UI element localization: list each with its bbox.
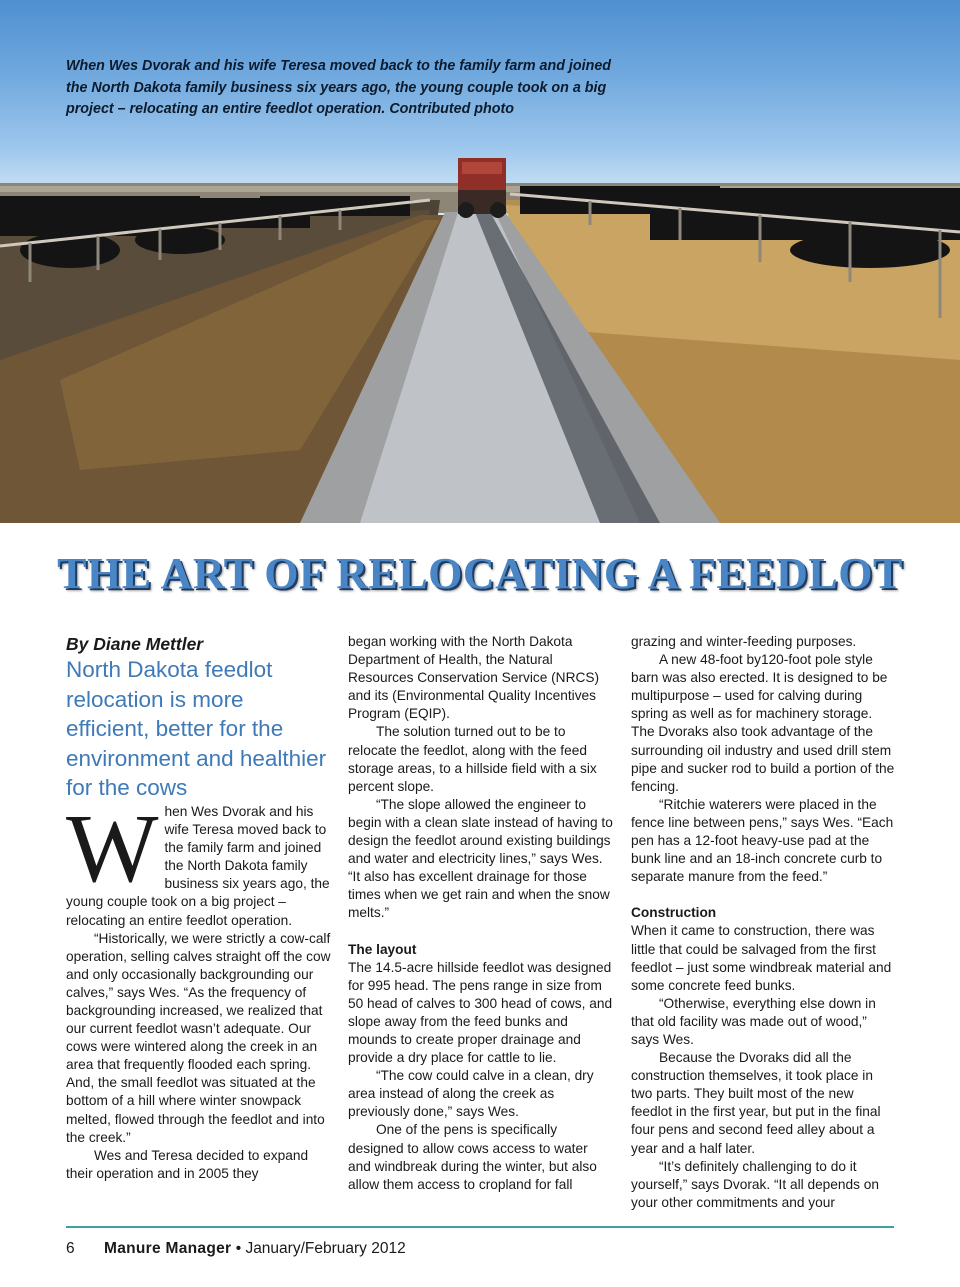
body-paragraph: hen Wes Dvorak and his wife Teresa moved back to the family farm and joined the North Dakota family business six years ago, the young couple took on a big project – relocating an entire feedlot operation. [66,803,330,928]
byline: By Diane Mettler [66,634,204,654]
body-paragraph: When it came to construction, there was little that could be salvaged from the first feedlot – just some windbreak material and some concrete feed bunks. [631,923,892,993]
body-paragraph: began working with the North Dakota Department of Health, the Natural Resources Conservation Service (NRCS) and its (Environmental Quality Incentives Program (EQIP). [348,634,600,722]
magazine-name: Manure Manager [104,1240,232,1257]
body-paragraph: One of the pens is specifically designed to allow cows access to water and windbreak during the winter, but also allow them access to cropland for fall [348,1122,597,1192]
drop-cap: W [66,794,159,903]
page-footer [66,1239,406,1259]
body-paragraph: Wes and Teresa decided to expand their operation and in 2005 they [66,1147,309,1181]
lead-paragraph-block [66,794,332,930]
body-paragraph: “It’s definitely challenging to do it yourself,” says Dvorak. “It all depends on your other commitments and your [631,1158,880,1210]
article-headline: THE ART OF RELOCATING A FEEDLOT [57,549,903,598]
body-paragraph: The 14.5-acre hillside feedlot was designed for 995 head. The pens range in size from 50 head of calves to 300 head of cows, and slope away from the feed bunks and mounds to create proper drainage and provide a dry place for cattle to lie. [348,959,613,1066]
body-paragraph: “Ritchie waterers were placed in the fence line between pens,” says Wes. “Each pen has a 12-foot heavy-use pad at the bunk line and an 18-inch concrete curb to separate manure from the feed.” [631,796,894,885]
footer-rule [66,1226,894,1228]
body-paragraph: grazing and winter-feeding purposes. [631,634,857,649]
footer-separator: • [235,1240,242,1257]
issue-date: January/February 2012 [245,1240,406,1257]
body-paragraph: Because the Dvoraks did all the construction themselves, it took place in two parts. They built most of the new feedlot in the first year, but put in the final four pens and second feed alley about a year and a half later. [631,1050,881,1156]
body-paragraph: A new 48-foot by120-foot pole style barn was also erected. It is designed to be multipurpose – used for calving during spring as well as for machinery storage. The Dvoraks also took advantage of the surrounding oil industry and used drill stem pipe and sucker rod to build a portion of the fencing. [631,652,895,794]
article-column-3 [631,633,897,1212]
article-column-1 [66,633,332,1183]
photo-caption: When Wes Dvorak and his wife Teresa moved back to the family farm and joined the North Dakota family business six years ago, the young couple took on a big project – relocating an entire feedlot operation. Contributed photo [66,58,612,117]
body-paragraph: “The slope allowed the engineer to begin with a clean slate instead of having to design the feedlot around existing buildings and water and electricity lines,” says Wes. “It also has excellent drainage for those times when we get rain and when the snow melts.” [348,796,613,921]
body-paragraph: The solution turned out to be to relocate the feedlot, along with the feed storage areas, to a hillside field with a six percent slope. [348,724,597,794]
feedlot-photo [0,0,960,523]
body-paragraph: “Historically, we were strictly a cow-calf operation, selling calves straight off the cow and only occasionally backgrounding our calves,” says Wes. “As the frequency of backgrounding increased, we realized that our current feedlot wasn’t adequate. Our cows were wintered along the creek in an area that frequently flooded each spring. And, the small feedlot was situated at the bottom of a hill where winter snowpack melted, flowed through the feedlot and into the creek.” [66,930,331,1145]
article-deck: North Dakota feedlot relocation is more efficient, better for the environment and healthier for the cows [66,657,327,801]
article-column-2 [348,633,614,1194]
subhead-the-layout: The layout [348,941,417,957]
body-paragraph: “The cow could calve in a clean, dry area instead of along the creek as previously done,” says Wes. [348,1068,594,1120]
page-number: 6 [66,1240,75,1257]
body-paragraph: “Otherwise, everything else down in that old facility was made out of wood,” says Wes. [631,995,876,1047]
subhead-construction: Construction [631,905,717,921]
